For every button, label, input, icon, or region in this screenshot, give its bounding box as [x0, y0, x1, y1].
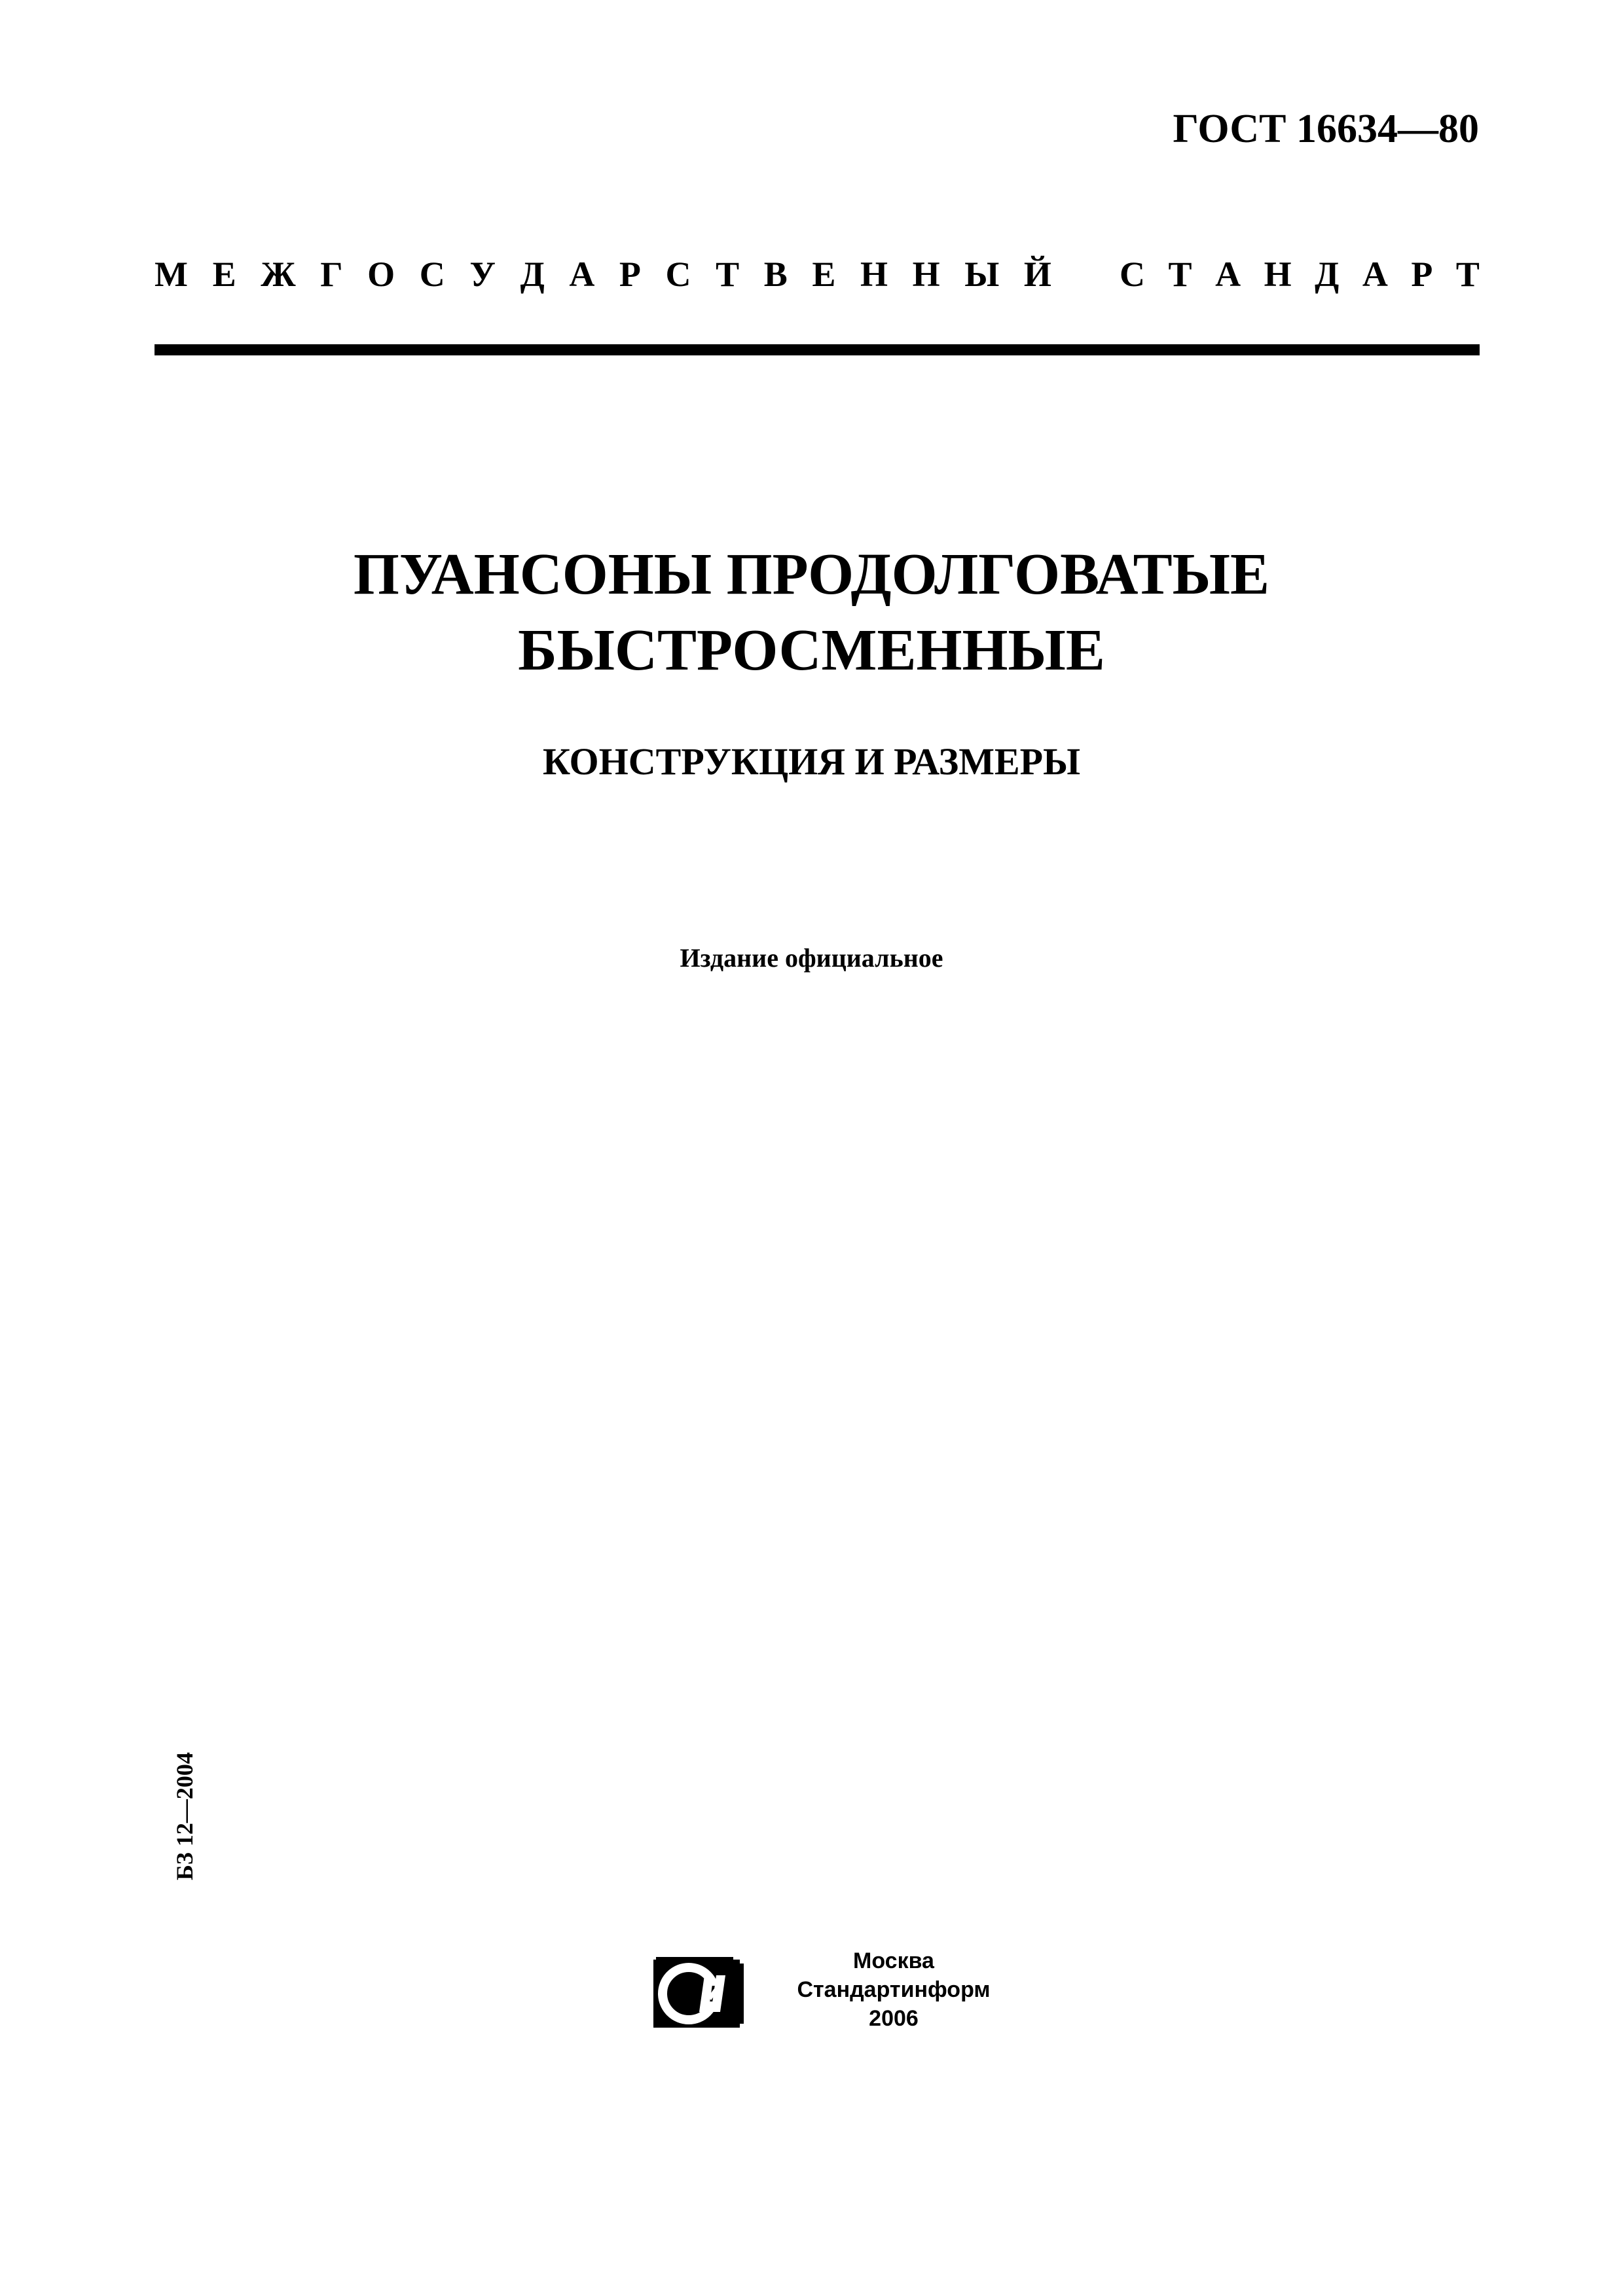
heading-letter: Т: [716, 255, 740, 294]
document-title-line-1: ПУАНСОНЫ ПРОДОЛГОВАТЫЕ: [353, 542, 1270, 607]
standard-type-word-2: [1120, 254, 1480, 295]
heading-letter: М: [155, 255, 188, 294]
publisher-city: Москва: [853, 1948, 934, 1973]
standard-type-heading: [155, 254, 1480, 295]
publisher-name: Стандартинформ: [797, 1977, 991, 2002]
heading-letter: Е: [812, 255, 836, 294]
publisher-year: 2006: [869, 2006, 919, 2031]
heading-letter: В: [763, 255, 788, 294]
heading-letter: Р: [1411, 255, 1433, 294]
heading-letter: У: [469, 255, 496, 294]
standartinform-logo-icon: [648, 1953, 746, 2033]
heading-letter: Н: [1264, 255, 1292, 294]
edition-note: Издание официальное: [680, 943, 943, 973]
heading-letter: А: [1215, 255, 1241, 294]
heading-letter: А: [1362, 255, 1388, 294]
publisher-info: [769, 1946, 1018, 2033]
header-divider: [155, 344, 1480, 355]
heading-letter: С: [665, 255, 691, 294]
heading-letter: Т: [1168, 255, 1192, 294]
side-code: БЗ 12—2004: [172, 1752, 198, 1880]
heading-letter: С: [419, 255, 445, 294]
heading-letter: А: [569, 255, 595, 294]
document-subtitle: КОНСТРУКЦИЯ И РАЗМЕРЫ: [542, 740, 1081, 783]
heading-letter: С: [1120, 255, 1145, 294]
heading-letter: О: [367, 255, 395, 294]
heading-letter: Д: [1315, 255, 1340, 294]
heading-letter: Т: [1455, 255, 1480, 294]
heading-letter: Ж: [261, 255, 296, 294]
heading-letter: Р: [619, 255, 641, 294]
heading-letter: Ы: [964, 255, 1000, 294]
heading-letter: Й: [1023, 255, 1051, 294]
heading-letter: Н: [860, 255, 888, 294]
heading-letter: Г: [320, 255, 343, 294]
heading-letter: Н: [912, 255, 940, 294]
document-title-line-2: БЫСТРОСМЕННЫЕ: [518, 618, 1105, 683]
document-title: [0, 537, 1623, 689]
heading-letter: Е: [212, 255, 236, 294]
standard-type-word-1: [155, 254, 1051, 295]
gost-number: ГОСТ 16634—80: [1173, 107, 1479, 151]
heading-letter: Д: [520, 255, 545, 294]
